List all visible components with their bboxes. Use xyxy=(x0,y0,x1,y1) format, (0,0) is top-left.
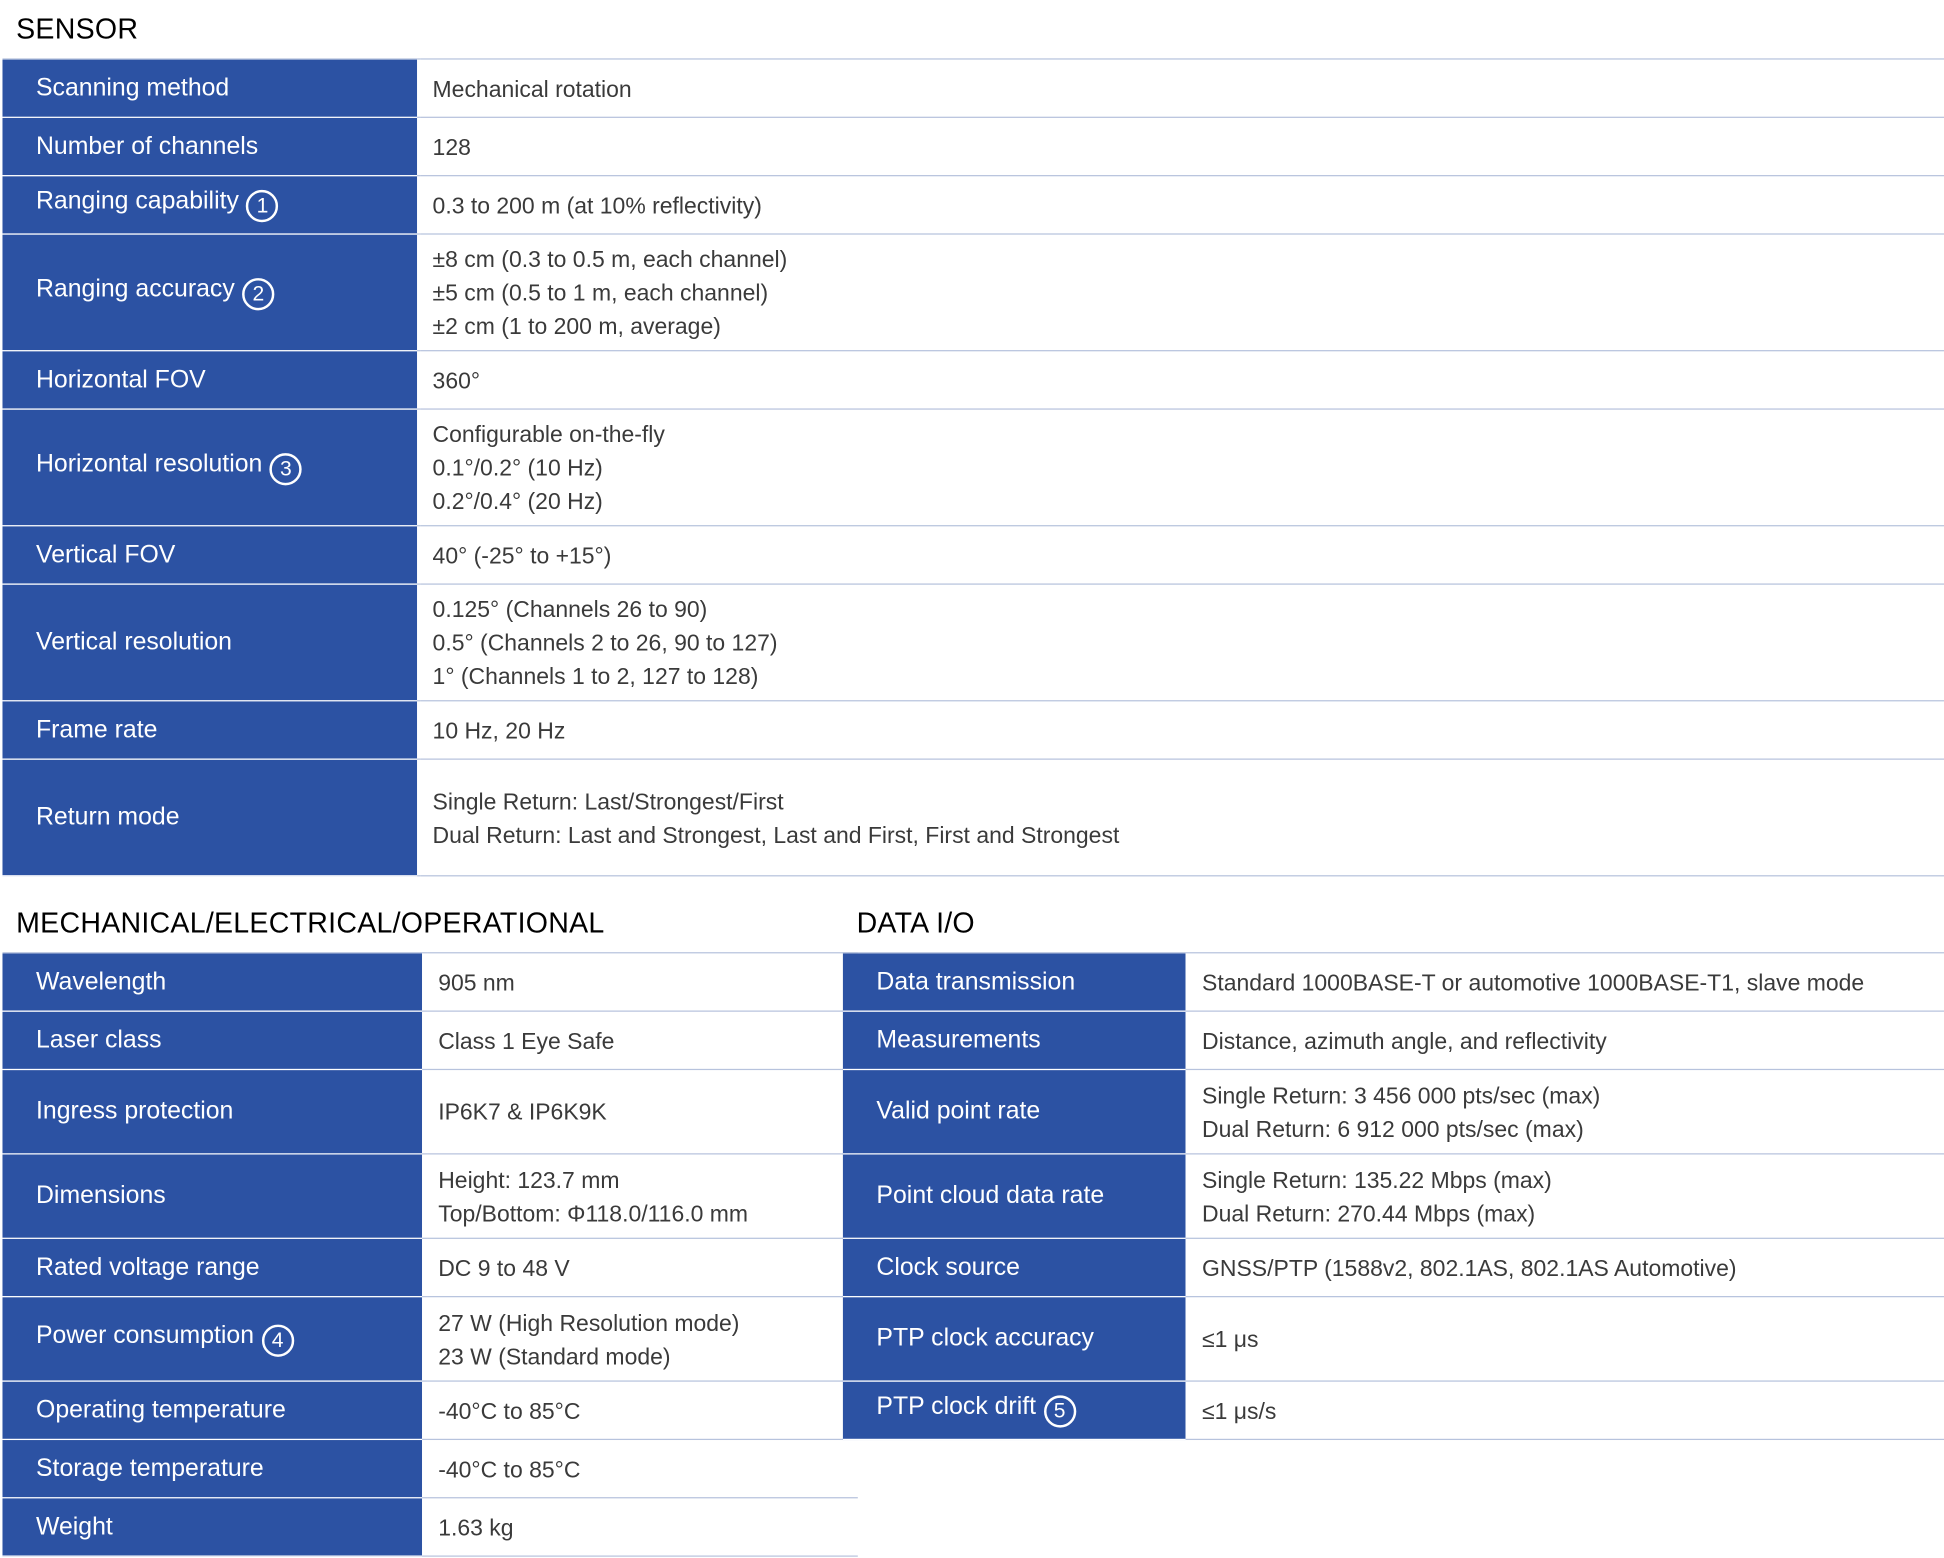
spec-value-point-cloud-data-rate xyxy=(1191,1154,1944,1238)
spec-label-text: Laser class xyxy=(36,1026,162,1054)
spec-label-text: Frame rate xyxy=(36,715,158,743)
table-row xyxy=(2,1069,857,1153)
table-row xyxy=(2,59,1944,117)
footnote-badge: 4 xyxy=(262,1324,294,1356)
spec-value-line: 0.2°/0.4° (20 Hz) xyxy=(432,487,603,514)
spec-value-operating-temperature xyxy=(427,1381,858,1439)
spec-value-number-of-channels xyxy=(421,117,1944,175)
spec-label-ranging-accuracy xyxy=(2,234,416,351)
spec-value-data-transmission xyxy=(1191,953,1944,1011)
spec-value-dimensions xyxy=(427,1154,858,1238)
table-row xyxy=(2,176,1944,234)
spec-value-line: -40°C to 85°C xyxy=(438,1397,581,1424)
spec-label-text: Vertical FOV xyxy=(36,540,176,568)
spec-value-ranging-accuracy xyxy=(421,234,1944,351)
spec-label-text: Horizontal FOV xyxy=(36,365,206,393)
footnote-badge: 3 xyxy=(270,452,302,484)
spec-value-line: 1.63 kg xyxy=(438,1513,514,1540)
spec-label-clock-source xyxy=(843,1238,1186,1296)
footnote-badge: 2 xyxy=(242,277,274,309)
table-row xyxy=(2,117,1944,175)
spec-value-line: Distance, azimuth angle, and reflectivity xyxy=(1202,1027,1607,1054)
table-row xyxy=(843,1381,1944,1439)
spec-label-horizontal-fov xyxy=(2,351,416,409)
spec-label-text: Return mode xyxy=(36,803,180,831)
spec-label-power-consumption xyxy=(2,1297,422,1381)
spec-value-line: 128 xyxy=(432,133,471,160)
spec-value-vertical-resolution xyxy=(421,584,1944,701)
spec-value-valid-point-rate xyxy=(1191,1069,1944,1153)
spec-label-text: PTP clock drift xyxy=(876,1392,1037,1421)
spec-value-line: 360° xyxy=(432,366,481,393)
spec-value-horizontal-resolution xyxy=(421,409,1944,526)
spec-value-ranging-capability xyxy=(421,176,1944,234)
spec-label-text: Number of channels xyxy=(36,132,259,160)
spec-label-number-of-channels xyxy=(2,117,416,175)
spec-label-vertical-resolution xyxy=(2,584,416,701)
table-row xyxy=(843,1154,1944,1238)
spec-value-line: Dual Return: Last and Strongest, Last and First, First and Strongest xyxy=(432,821,1120,848)
spec-value-storage-temperature xyxy=(427,1439,858,1497)
spec-label-wavelength xyxy=(2,953,422,1011)
spec-value-line: 10 Hz, 20 Hz xyxy=(432,716,566,743)
table-row xyxy=(843,1069,1944,1153)
table-row xyxy=(2,759,1944,876)
spec-value-line: Single Return: 3 456 000 pts/sec (max) xyxy=(1202,1081,1601,1108)
spec-value-line: Top/Bottom: Φ118.0/116.0 mm xyxy=(438,1199,749,1226)
sensor-table xyxy=(2,58,1944,876)
spec-value-measurements xyxy=(1191,1011,1944,1069)
spec-value-horizontal-fov xyxy=(421,351,1944,409)
table-row xyxy=(843,1297,1944,1381)
spec-value-return-mode xyxy=(421,759,1944,876)
spec-value-line: 27 W (High Resolution mode) xyxy=(438,1309,740,1336)
spec-label-return-mode xyxy=(2,759,416,876)
table-row xyxy=(2,584,1944,701)
spec-label-measurements xyxy=(843,1011,1186,1069)
table-row xyxy=(2,234,1944,351)
spec-value-line: Single Return: Last/Strongest/First xyxy=(432,787,784,814)
spec-label-text: Wavelength xyxy=(36,967,167,995)
footnote-badge: 1 xyxy=(246,190,278,222)
spec-value-scanning-method xyxy=(421,59,1944,117)
spec-value-line: 23 W (Standard mode) xyxy=(438,1342,671,1369)
table-row xyxy=(2,1381,857,1439)
table-row xyxy=(2,953,857,1011)
spec-value-frame-rate xyxy=(421,701,1944,759)
spec-label-horizontal-resolution xyxy=(2,409,416,526)
spec-label-text: Dimensions xyxy=(36,1181,166,1210)
spec-value-line: Standard 1000BASE-T or automotive 1000BASE-T1, slave mode xyxy=(1202,968,1865,995)
spec-value-vertical-fov xyxy=(421,526,1944,584)
spec-value-line: Mechanical rotation xyxy=(432,75,632,102)
spec-label-ptp-clock-accuracy xyxy=(843,1297,1186,1381)
spec-label-dimensions xyxy=(2,1154,422,1238)
spec-value-line: Class 1 Eye Safe xyxy=(438,1027,615,1054)
spec-label-text: Ingress protection xyxy=(36,1097,234,1125)
table-row xyxy=(2,1154,857,1238)
spec-value-line: GNSS/PTP (1588v2, 802.1AS, 802.1AS Automotive) xyxy=(1202,1254,1737,1281)
mechanical-table xyxy=(2,952,857,1557)
spec-label-point-cloud-data-rate xyxy=(843,1154,1186,1238)
table-row xyxy=(843,953,1944,1011)
table-row xyxy=(2,1238,857,1296)
spec-value-line: ±8 cm (0.3 to 0.5 m, each channel) xyxy=(432,245,788,272)
spec-value-line: Configurable on-the-fly xyxy=(432,420,665,447)
table-row xyxy=(2,1439,857,1497)
spec-value-ptp-clock-drift xyxy=(1191,1381,1944,1439)
spec-label-text: Clock source xyxy=(876,1253,1020,1281)
spec-label-text: PTP clock accuracy xyxy=(876,1324,1094,1352)
spec-value-line: DC 9 to 48 V xyxy=(438,1254,570,1281)
table-row xyxy=(2,526,1944,584)
spec-label-laser-class xyxy=(2,1011,422,1069)
spec-value-weight xyxy=(427,1498,858,1556)
spec-label-data-transmission xyxy=(843,953,1186,1011)
spec-label-text: Valid point rate xyxy=(876,1097,1041,1125)
spec-value-line: IP6K7 & IP6K9K xyxy=(438,1098,607,1125)
section-title-mechanical: MECHANICAL/ELECTRICAL/OPERATIONAL xyxy=(16,906,605,939)
section-title-sensor: SENSOR xyxy=(16,12,139,45)
spec-label-rated-voltage-range xyxy=(2,1238,422,1296)
footnote-badge: 5 xyxy=(1043,1395,1075,1427)
table-row xyxy=(843,1238,1944,1296)
spec-label-text: Measurements xyxy=(876,1026,1041,1054)
spec-value-line: 0.3 to 200 m (at 10% reflectivity) xyxy=(432,191,762,218)
spec-value-line: Dual Return: 270.44 Mbps (max) xyxy=(1202,1199,1536,1226)
spec-value-line: 40° (-25° to +15°) xyxy=(432,541,612,568)
spec-value-line: ±2 cm (1 to 200 m, average) xyxy=(432,312,721,339)
spec-value-line: Single Return: 135.22 Mbps (max) xyxy=(1202,1166,1552,1193)
spec-label-text: Horizontal resolution xyxy=(36,450,263,478)
spec-value-ingress-protection xyxy=(427,1069,858,1153)
spec-value-rated-voltage-range xyxy=(427,1238,858,1296)
table-row xyxy=(2,701,1944,759)
spec-label-text: Ranging capability xyxy=(36,187,239,215)
spec-value-line: ±5 cm (0.5 to 1 m, each channel) xyxy=(432,279,769,306)
spec-value-line: 0.5° (Channels 2 to 26, 90 to 127) xyxy=(432,629,778,656)
spec-label-text: Scanning method xyxy=(36,73,230,102)
spec-label-weight xyxy=(2,1498,422,1556)
spec-label-text: Vertical resolution xyxy=(36,628,232,656)
table-row xyxy=(2,1498,857,1556)
spec-label-text: Ranging accuracy xyxy=(36,274,235,303)
spec-label-text: Operating temperature xyxy=(36,1395,286,1424)
spec-value-line: Height: 123.7 mm xyxy=(438,1166,620,1193)
spec-label-ptp-clock-drift xyxy=(843,1381,1186,1439)
data-io-table xyxy=(843,952,1944,1440)
spec-value-line: ≤1 μs xyxy=(1202,1325,1259,1352)
spec-label-valid-point-rate xyxy=(843,1069,1186,1153)
spec-value-line: 0.125° (Channels 26 to 90) xyxy=(432,595,708,622)
spec-label-text: Point cloud data rate xyxy=(876,1181,1105,1210)
spec-label-text: Weight xyxy=(36,1512,113,1540)
spec-value-line: Dual Return: 6 912 000 pts/sec (max) xyxy=(1202,1115,1584,1142)
spec-label-vertical-fov xyxy=(2,526,416,584)
spec-value-line: 0.1°/0.2° (10 Hz) xyxy=(432,454,603,481)
spec-label-text: Data transmission xyxy=(876,967,1076,995)
section-title-data-io: DATA I/O xyxy=(856,906,975,939)
spec-value-line: ≤1 μs/s xyxy=(1202,1397,1277,1424)
spec-label-scanning-method xyxy=(2,59,416,117)
spec-label-frame-rate xyxy=(2,701,416,759)
spec-label-storage-temperature xyxy=(2,1439,422,1497)
spec-value-ptp-clock-accuracy xyxy=(1191,1297,1944,1381)
table-row xyxy=(2,1297,857,1381)
spec-label-operating-temperature xyxy=(2,1381,422,1439)
spec-value-wavelength xyxy=(427,953,858,1011)
table-row xyxy=(843,1011,1944,1069)
spec-value-line: 1° (Channels 1 to 2, 127 to 128) xyxy=(432,662,759,689)
spec-label-text: Power consumption xyxy=(36,1321,255,1349)
table-row xyxy=(2,1011,857,1069)
spec-value-power-consumption xyxy=(427,1297,858,1381)
table-row xyxy=(2,351,1944,409)
spec-value-line: 905 nm xyxy=(438,968,515,995)
spec-value-clock-source xyxy=(1191,1238,1944,1296)
spec-label-ingress-protection xyxy=(2,1069,422,1153)
table-row xyxy=(2,409,1944,526)
spec-label-text: Storage temperature xyxy=(36,1454,264,1482)
spec-value-line: -40°C to 85°C xyxy=(438,1455,581,1482)
spec-label-ranging-capability xyxy=(2,176,416,234)
spec-label-text: Rated voltage range xyxy=(36,1253,260,1281)
spec-value-laser-class xyxy=(427,1011,858,1069)
